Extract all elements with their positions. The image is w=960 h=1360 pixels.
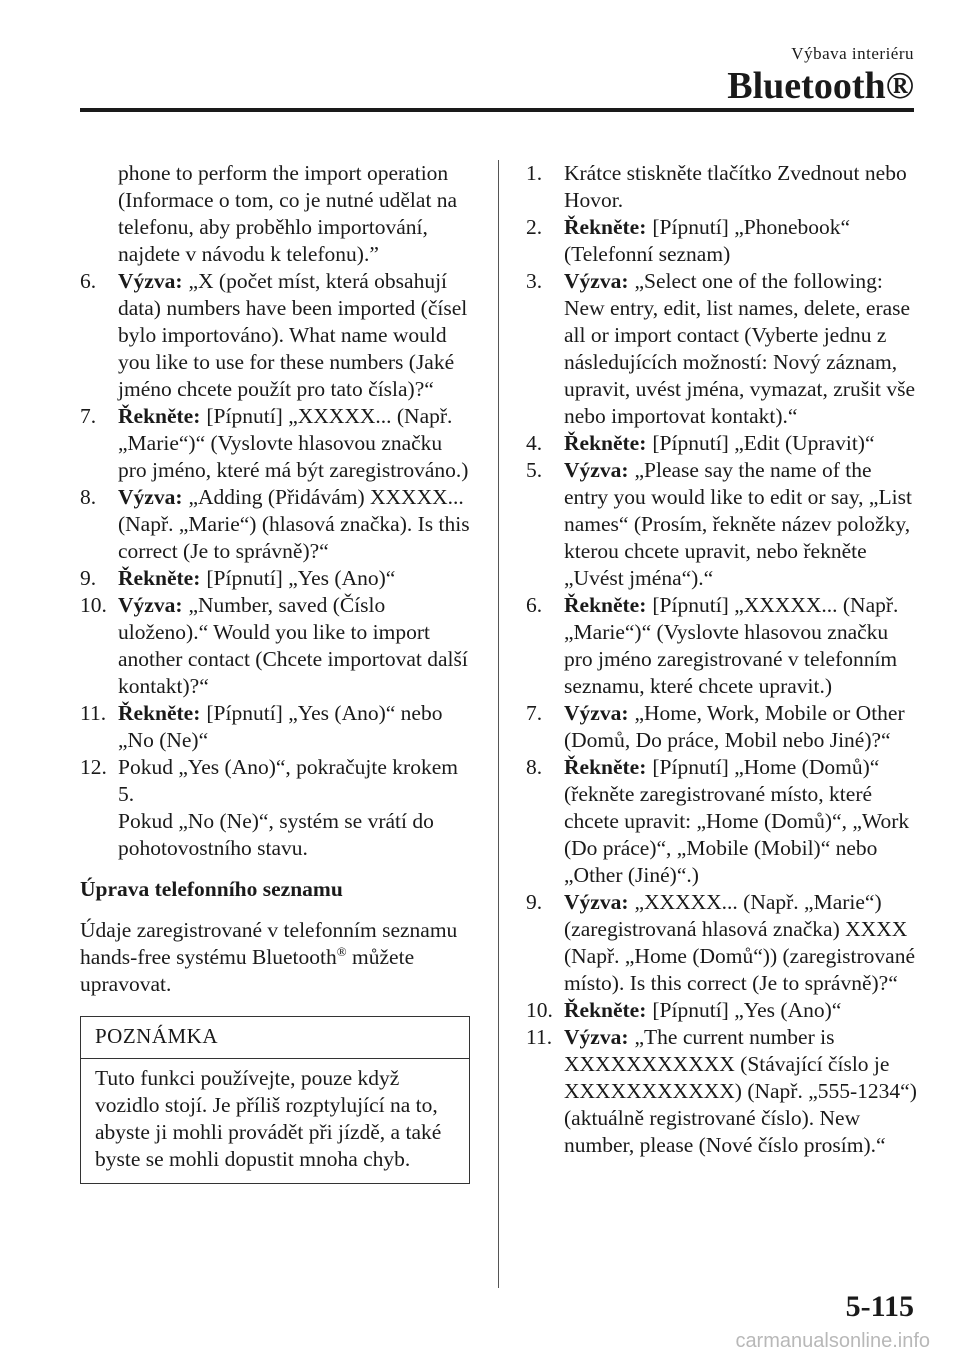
step-item xyxy=(526,268,918,430)
step-number: 1. xyxy=(526,161,543,185)
step-text: „Please say the name of the entry you would like to edit or say, „List names“ (Prosím, řekněte název položky, kterou chcete upravit, nebo řekněte „Uvést jména“).“ xyxy=(564,458,912,590)
section-heading: Úprava telefonního seznamu xyxy=(80,877,343,901)
step-item xyxy=(80,754,472,862)
step-number: 12. xyxy=(80,755,107,779)
step-label: Řekněte: xyxy=(118,566,201,590)
step-item xyxy=(80,484,472,565)
step-label: Výzva: xyxy=(118,269,183,293)
step-number: 2. xyxy=(526,215,543,239)
step-text-secondary: Pokud „No (Ne)“, systém se vrátí do pohotovostního stavu. xyxy=(118,809,434,860)
step-item xyxy=(80,565,472,592)
step-text: „Select one of the following: New entry, edit, list names, delete, erase all or import contact (Vyberte jednu z následujících možností: Nový záznam, upravit, uvést jména, vymazat, zrušit vše nebo importovat kontakt).“ xyxy=(564,269,916,428)
step-item xyxy=(526,754,918,889)
note-box xyxy=(80,1016,470,1184)
step-label: Řekněte: xyxy=(564,998,647,1022)
step-number: 7. xyxy=(526,701,543,725)
step-item xyxy=(80,700,472,754)
step-item xyxy=(526,1024,918,1159)
step-number: 11. xyxy=(80,701,107,725)
step-item xyxy=(526,457,918,592)
step-item xyxy=(80,403,472,484)
step-text: „X (počet míst, která obsahují data) numbers have been imported (čísel bylo importováno). What name would you like to use for these numbers (Jaké jméno chcete použít pro tato čísla)?“ xyxy=(118,269,468,401)
step-label: Řekněte: xyxy=(564,593,647,617)
step-item xyxy=(526,889,918,997)
step-text: [Pípnutí] „Yes (Ano)“ nebo „No (Ne)“ xyxy=(118,701,443,752)
step-text: [Pípnutí] „XXXXX... (Např. „Marie“)“ (Vyslovte hlasovou značku pro jméno zaregistrované v telefonním seznamu, které chcete upravit.) xyxy=(564,593,899,698)
step-item xyxy=(80,592,472,700)
step-text: [Pípnutí] „XXXXX... (Např. „Marie“)“ (Vyslovte hlasovou značku pro jméno, které má být zaregistrováno.) xyxy=(118,404,469,482)
step-number: 5. xyxy=(526,458,543,482)
step-number: 11. xyxy=(526,1025,553,1049)
step-item xyxy=(80,268,472,403)
step-number: 8. xyxy=(526,755,543,779)
page-title: Bluetooth® xyxy=(727,65,914,107)
step-text: „Number, saved (Číslo uloženo).“ Would you like to import another contact (Chcete importovat další kontakt)?“ xyxy=(118,593,468,698)
step-text: [Pípnutí] „Home (Domů)“ (řekněte zaregistrované místo, které chcete upravit: „Home (Domů)“, „Work (Do práce)“, „Mobile (Mobil)“ nebo „Other (Jiné)“.) xyxy=(564,755,910,887)
step-label: Výzva: xyxy=(564,701,629,725)
step-text: „Home, Work, Mobile or Other (Domů, Do práce, Mobil nebo Jiné)?“ xyxy=(564,701,905,752)
step-number: 10. xyxy=(526,998,553,1022)
watermark: carmanualsonline.info xyxy=(735,1330,930,1352)
step-label: Výzva: xyxy=(118,485,183,509)
paragraph-text: Údaje zaregistrované v telefonním seznamu hands-free systému Bluetooth xyxy=(80,918,458,969)
paragraph-text-end: můžete upravovat. xyxy=(80,945,415,996)
step-label: Řekněte: xyxy=(118,404,201,428)
left-column xyxy=(80,160,472,1184)
step-label: Výzva: xyxy=(564,458,629,482)
note-title: POZNÁMKA xyxy=(81,1017,469,1059)
step-number: 9. xyxy=(526,890,543,914)
step-number: 6. xyxy=(80,269,97,293)
step-item xyxy=(526,430,918,457)
step-label: Řekněte: xyxy=(564,215,647,239)
step-text: Pokud „Yes (Ano)“, pokračujte krokem 5. xyxy=(118,755,458,806)
page-number: 5-115 xyxy=(845,1290,914,1323)
continuation-text: phone to perform the import operation (Informace o tom, co je nutné udělat na telefonu, aby proběhlo importování, najdete v návodu k telefonu).” xyxy=(118,161,458,266)
step-item xyxy=(526,214,918,268)
step-label: Výzva: xyxy=(564,1025,629,1049)
step-number: 3. xyxy=(526,269,543,293)
step-label: Výzva: xyxy=(118,593,183,617)
step-item xyxy=(526,160,918,214)
step-text: Krátce stiskněte tlačítko Zvednout nebo Hovor. xyxy=(564,161,907,212)
step-text: „The current number is XXXXXXXXXXX (Stávající číslo je XXXXXXXXXXX) (Např. „555-1234“) (aktuálně registrované číslo). New number, please (Nové číslo prosím).“ xyxy=(564,1025,917,1157)
section-paragraph xyxy=(80,917,472,998)
right-column xyxy=(526,160,918,1159)
step-label: Řekněte: xyxy=(118,701,201,725)
step-label: Řekněte: xyxy=(564,431,647,455)
header-rule xyxy=(80,108,914,112)
step-text: „Adding (Přidávám) XXXXX... (Např. „Marie“) (hlasová značka). Is this correct (Je to správně)?“ xyxy=(118,485,470,563)
note-text: Tuto funkci používejte, pouze když vozidlo stojí. Je příliš rozptylující na to, abyste ji mohli provádět při jízdě, a také byste se mohli dopustit mnoha chyb. xyxy=(95,1066,442,1171)
step-label: Výzva: xyxy=(564,269,629,293)
step-number: 6. xyxy=(526,593,543,617)
step-number: 9. xyxy=(80,566,97,590)
step-number: 8. xyxy=(80,485,97,509)
column-divider xyxy=(498,160,499,1288)
step-number: 10. xyxy=(80,593,107,617)
step-text: [Pípnutí] „Phonebook“ (Telefonní seznam) xyxy=(564,215,851,266)
step-text: [Pípnutí] „Yes (Ano)“ xyxy=(652,998,842,1022)
step-number: 7. xyxy=(80,404,97,428)
step-label: Výzva: xyxy=(564,890,629,914)
step-text: „XXXXX... (Např. „Marie“) (zaregistrovaná hlasová značka) XXXX (Např. „Home (Domů“)) (zaregistrované místo). Is this correct (Je to správně)?“ xyxy=(564,890,916,995)
step-number: 4. xyxy=(526,431,543,455)
header-section-label: Výbava interiéru xyxy=(791,44,914,63)
step-text: [Pípnutí] „Yes (Ano)“ xyxy=(206,566,396,590)
step-item xyxy=(526,997,918,1024)
step-item xyxy=(526,700,918,754)
step-item xyxy=(526,592,918,700)
registered-mark: ® xyxy=(336,943,347,959)
step-text: [Pípnutí] „Edit (Upravit)“ xyxy=(652,431,875,455)
step-label: Řekněte: xyxy=(564,755,647,779)
